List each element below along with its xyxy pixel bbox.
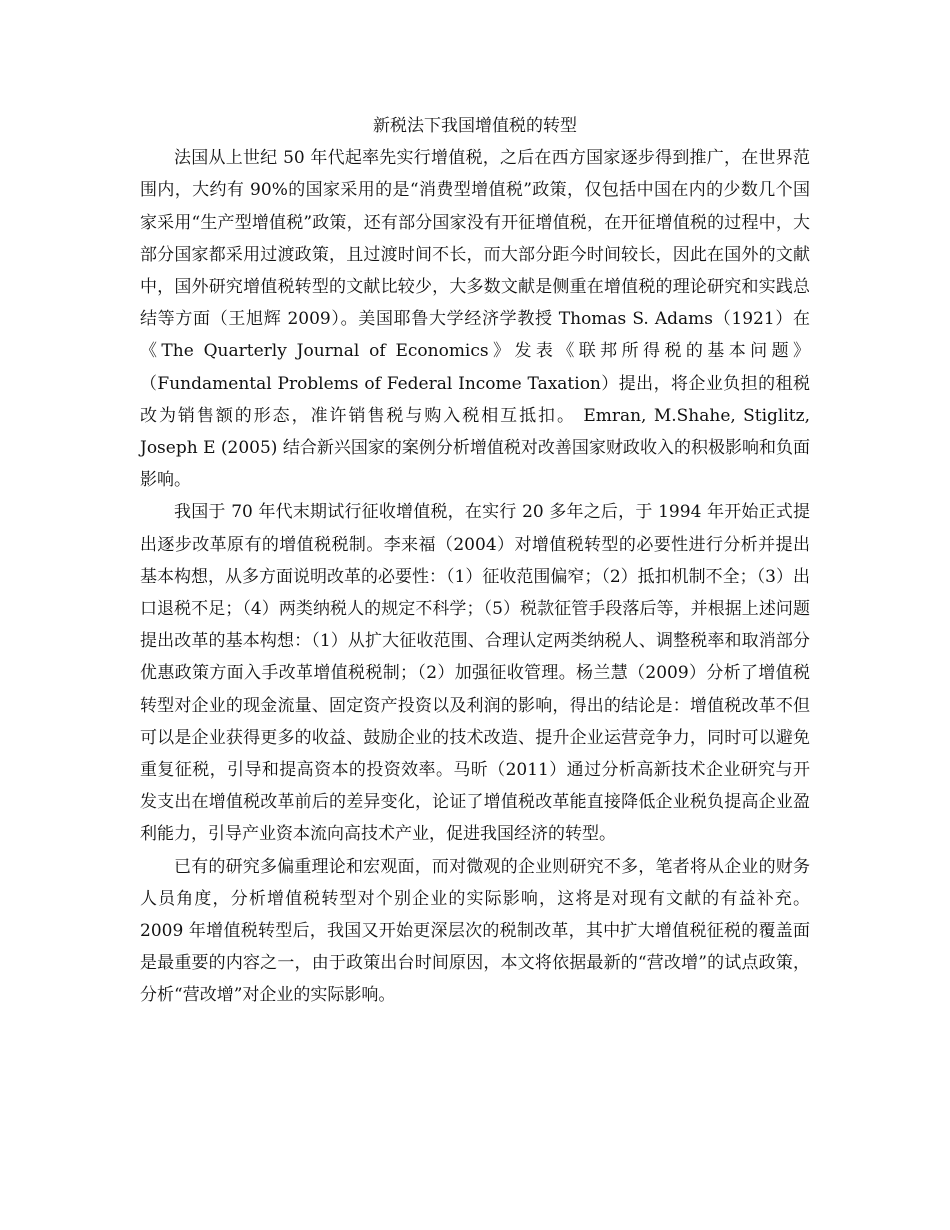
paragraph-domestic-research: 我国于 70 年代末期试行征收增值税，在实行 20 多年之后，于 1994 年开始正式提出逐步改革原有的增值税税制。李来福（2004）对增值税转型的必要性进行分析并提出基本构想，从多方面说明改革的必要性：（1）征收范围偏窄；（2）抵扣机制不全；（3）出口退税不足；（4）两类纳税人的规定不科学；（5）税款征管手段落后等，并根据上述问题提出改革的基本构想：（1）从扩大征收范围、合理认定两类纳税人、调整税率和取消部分优惠政策方面入手改革增值税税制；（2）加强征收管理。杨兰慧（2009）分析了增值税转型对企业的现金流量、固定资产投资以及利润的影响，得出的结论是：增值税改革不但可以是企业获得更多的收益、鼓励企业的技术改造、提升企业运营竞争力，同时可以避免重复征税，引导和提高资本的投资效率。马昕（2011）通过分析高新技术企业研究与开发支出在增值税改革前后的差异变化，论证了增值税改革能直接降低企业税负提高企业盈利能力，引导产业资本流向高技术产业，促进我国经济的转型。 <box>140 502 810 845</box>
document-page <box>140 110 810 1012</box>
paragraph-foreign-research: 法国从上世纪 50 年代起率先实行增值税，之后在西方国家逐步得到推广，在世界范围内，大约有 90%的国家采用的是“消费型增值税”政策，仅包括中国在内的少数几个国家采用“生产型增值税”政策，还有部分国家没有开征增值税，在开征增值税的过程中，大部分国家都采用过渡政策，且过渡时间不长，而大部分距今时间较长，因此在国外的文献中，国外研究增值税转型的文献比较少，大多数文献是侧重在增值税的理论研究和实践总结等方面（王旭辉 2009）。美国耶鲁大学经济学教授 Thomas S. Adams（1921）在《The Quarterly Journal of Economics》发表《联邦所得税的基本问题》（Fundamental Problems of Federal Income Taxation）提出，将企业负担的租税改为销售额的形态，准许销售税与购入税相互抵扣。 Emran, M.Shahe, Stiglitz, Joseph E (2005) 结合新兴国家的案例分析增值税对改善国家财政收入的积极影响和负面影响。 <box>140 148 810 491</box>
paragraph-contribution: 已有的研究多偏重理论和宏观面，而对微观的企业则研究不多，笔者将从企业的财务人员角度，分析增值税转型对个别企业的实际影响，这将是对现有文献的有益补充。2009 年增值税转型后，我国又开始更深层次的税制改革，其中扩大增值税征税的覆盖面是最重要的内容之一，由于政策出台时间原因，本文将依据最新的“营改增”的试点政策，分析“营改增”对企业的实际影响。 <box>140 856 810 1006</box>
document-title: 新税法下我国增值税的转型 <box>373 116 577 136</box>
